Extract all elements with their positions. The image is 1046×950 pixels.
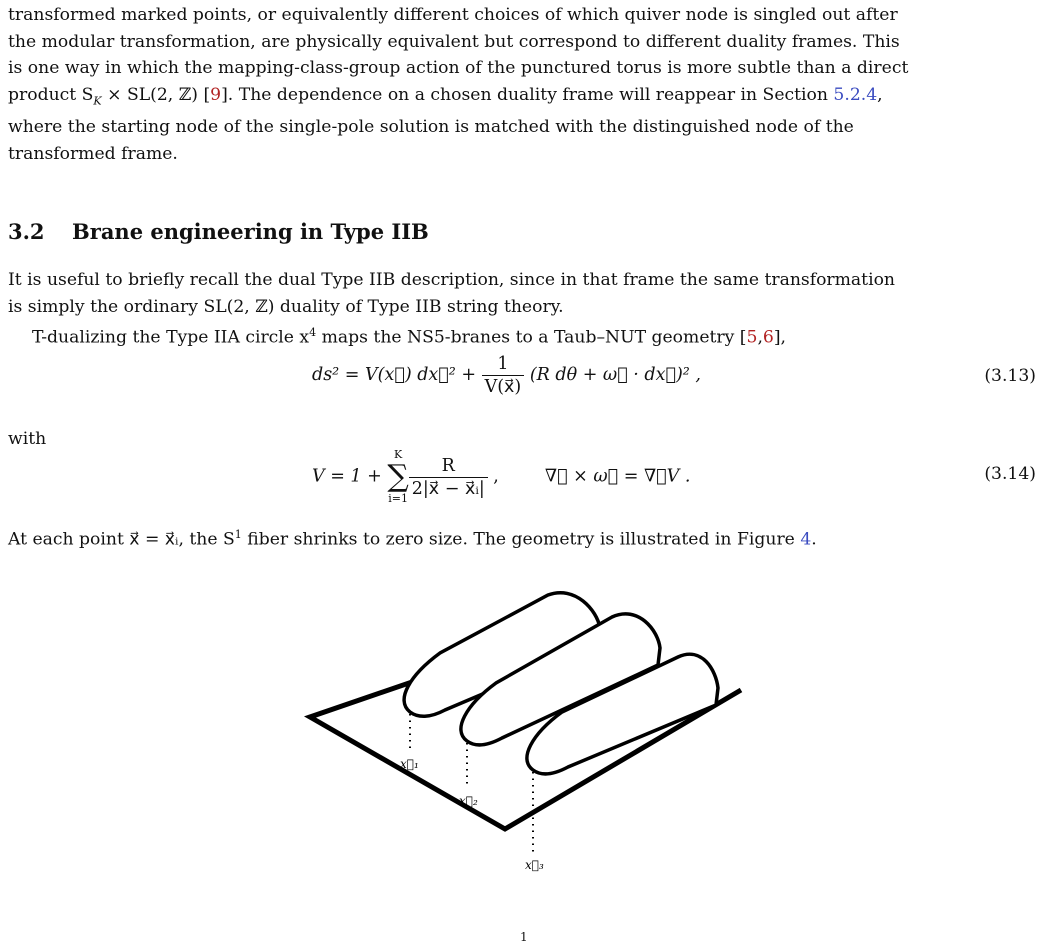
equation-rhs: (R dθ + ω⃗ · dx⃗)² , xyxy=(529,365,701,385)
summation xyxy=(387,448,408,506)
sum-upper-limit: K xyxy=(393,448,403,461)
equation-number: (3.13) xyxy=(984,366,1036,386)
denominator: V(x⃗) xyxy=(484,377,522,397)
equation-rhs: ∇⃗ × ω⃗ = ∇⃗V . xyxy=(544,466,691,487)
section-number: 3.2 xyxy=(8,219,45,244)
superscript: 4 xyxy=(309,326,317,339)
point-label-1: x⃗₁ xyxy=(400,757,419,771)
caption-fragment: 1 xyxy=(520,930,528,944)
section-title: Brane engineering in Type IIB xyxy=(72,219,429,244)
numerator: R xyxy=(409,455,488,478)
equation-lhs: ds² = V(x⃗) dx⃗² + xyxy=(312,365,482,385)
superscript: 1 xyxy=(234,528,242,541)
text-fragment: ]. The dependence on a chosen duality frame will reappear in Section xyxy=(221,84,834,105)
section-heading xyxy=(8,219,429,244)
text-fragment: maps the NS5-branes to a Taub–NUT geometry [ xyxy=(316,327,747,348)
text-fragment: × SL(2, ℤ) [ xyxy=(101,84,211,105)
text-line: is one way in which the mapping-class-group action of the punctured torus is more subtle than a direct xyxy=(8,58,909,78)
figure-link[interactable]: 4 xyxy=(800,529,812,550)
equation-3-14 xyxy=(312,448,690,506)
fraction xyxy=(409,455,488,500)
sum-lower-limit: i=1 xyxy=(388,492,408,505)
numerator: 1 xyxy=(482,353,525,376)
text-fragment: , xyxy=(757,327,763,348)
citation-link[interactable]: 9 xyxy=(210,84,222,105)
paragraph-duality-frames xyxy=(8,2,1036,167)
fraction xyxy=(482,353,525,398)
text-fragment: . xyxy=(811,529,817,550)
citation-link[interactable]: 6 xyxy=(762,327,774,348)
text-fragment: At each point x⃗ = x⃗ᵢ, the S xyxy=(8,529,235,550)
sum-symbol: ∑ xyxy=(387,459,409,494)
point-label-3: x⃗₃ xyxy=(525,858,544,872)
text-line xyxy=(8,320,1036,351)
with-label: with xyxy=(8,429,47,449)
text-line: It is useful to briefly recall the dual Type IIB description, since in that frame the same transformation xyxy=(8,270,896,290)
text-fragment: , xyxy=(877,84,883,105)
text-fragment: fiber shrinks to zero size. The geometry is illustrated in Figure xyxy=(241,529,801,550)
text-line: transformed frame. xyxy=(8,143,178,164)
paragraph-fiber xyxy=(8,522,1036,553)
equation-3-13 xyxy=(312,353,701,398)
taub-nut-figure xyxy=(0,570,1046,930)
citation-link[interactable]: 5 xyxy=(746,327,758,348)
section-link[interactable]: 5.2.4 xyxy=(833,84,878,105)
text-fragment: T-dualizing the Type IIA circle x xyxy=(32,327,310,348)
text-line: the modular transformation, are physically equivalent but correspond to different duality frames. This xyxy=(8,31,900,52)
text-line xyxy=(8,82,1036,115)
subscript: K xyxy=(93,93,102,107)
text-fragment: product S xyxy=(8,84,94,105)
point-label-2: x⃗₂ xyxy=(459,794,478,808)
text-line: is simply the ordinary SL(2, ℤ) duality of Type IIB string theory. xyxy=(8,296,564,317)
separator: , xyxy=(487,466,499,487)
equation-lhs: V = 1 + xyxy=(312,466,388,487)
text-fragment: ], xyxy=(773,327,787,348)
equation-number: (3.14) xyxy=(984,464,1036,484)
denominator: 2|x⃗ − x⃗ᵢ| xyxy=(411,478,485,499)
text-line: where the starting node of the single-pole solution is matched with the distinguished node of the xyxy=(8,117,854,138)
text-line: transformed marked points, or equivalently different choices of which quiver node is singled out after xyxy=(8,5,898,25)
paragraph-type-iib xyxy=(8,267,1036,351)
